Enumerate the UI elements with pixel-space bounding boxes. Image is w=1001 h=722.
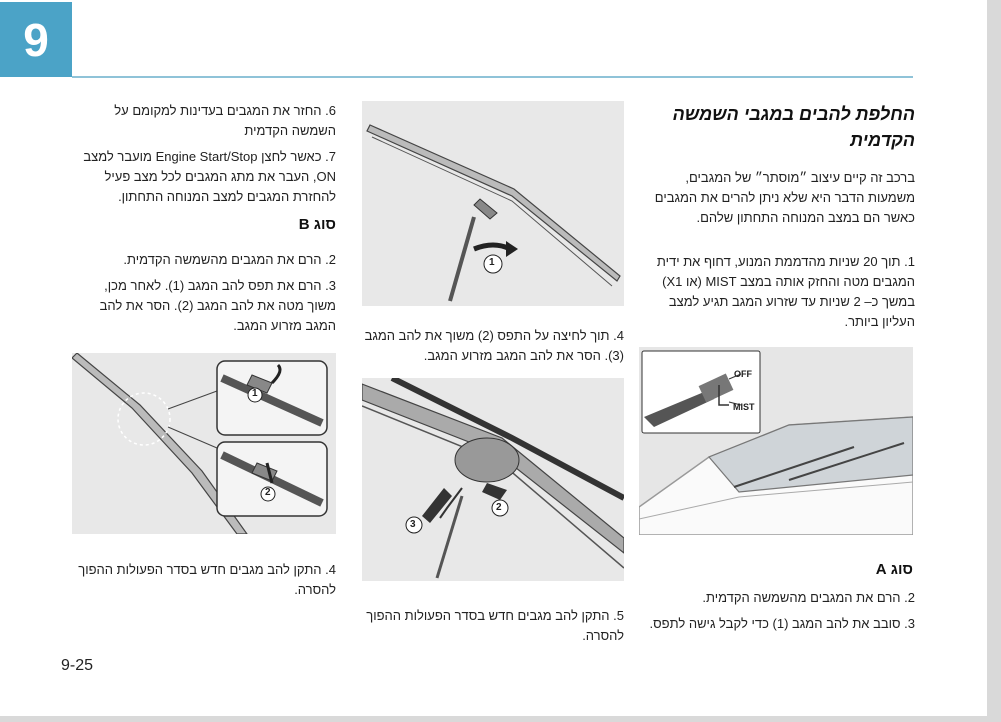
page-number: 9-25 <box>61 657 94 674</box>
intro-paragraph: ברכב זה קיים עיצוב ״מוסתר״ של המגבים, משמעות הדבר היא שלא ניתן להרים את המגבים כאשר הם במצב המנוחה התחתון שלהם. <box>654 170 915 225</box>
chapter-tab: 9 <box>0 2 72 77</box>
intro-text <box>640 168 915 234</box>
type-a-step-7: 7. כאשר לחצן Engine Start/Stop מועבר למצב ON, העבר את מתג המגבים לכל מצב פעיל להחזרת המגבים למצב המנוחה התחתון. <box>83 149 336 204</box>
callout-2: 2 <box>496 502 502 513</box>
type-a-heading: סוג A <box>875 561 913 578</box>
type-b-step-3: 3. הרם את תפס להב המגב (1). לאחר מכן, משוך מטה את להב המגב (2). הסר את להב המגב מזרוע המגב. <box>99 278 336 333</box>
type-a-final-steps <box>72 101 336 213</box>
type-a-step-2: 2. הרם את המגבים מהשמשה הקדמית. <box>702 590 915 605</box>
clip-release-drawing <box>362 378 624 581</box>
type-b-steps <box>72 250 336 342</box>
header-rule <box>72 76 913 78</box>
type-b-step-4 <box>72 560 336 606</box>
type-b-drawing <box>72 353 336 534</box>
wiper-stalk-car-illustration <box>639 347 913 535</box>
blade-rotate-drawing <box>362 101 624 306</box>
wiper-blade-rotate-illustration <box>362 101 624 306</box>
type-a-step-4 <box>362 326 624 372</box>
callout-b2: 2 <box>265 487 271 498</box>
type-a-step-6: 6. החזר את המגבים בעדינות למקומם על השמשה הקדמית <box>114 103 336 138</box>
step-1 <box>640 252 915 338</box>
type-b-step-2: 2. הרם את המגבים מהשמשה הקדמית. <box>123 252 336 267</box>
wiper-clip-release-illustration <box>362 378 624 581</box>
car-windshield-drawing <box>639 347 913 535</box>
type-b-heading: סוג B <box>298 216 336 233</box>
type-a-step-3: 3. סובב את להב המגב (1) כדי לקבל גישה לתפס. <box>649 616 915 631</box>
type-a-step-5-text: 5. התקן להב מגבים חדש בסדר הפעולות ההפוך להסרה. <box>366 608 624 643</box>
stalk-label-off: OFF <box>734 369 752 379</box>
section-title: החלפת להבים במגבי השמשה הקדמית <box>672 104 915 150</box>
stalk-label-mist: MIST <box>733 402 755 412</box>
callout-1: 1 <box>489 257 495 268</box>
callout-b1: 1 <box>252 388 258 399</box>
type-a-steps <box>640 588 915 640</box>
type-b-clip-illustration <box>72 353 336 534</box>
type-b-step-4-text: 4. התקן להב מגבים חדש בסדר הפעולות ההפוך להסרה. <box>78 562 336 597</box>
type-a-step-4-text: 4. תוך לחיצה על התפס (2) משוך את להב המגב (3). הסר את להב המגב מזרוע המגב. <box>364 328 624 363</box>
type-a-step-5 <box>362 606 624 652</box>
step-1-text: 1. תוך 20 שניות מהדממת המנוע, דחוף את ידית המגבים מטה והחזק אותה במצב MIST (או X1) במשך כ– 2 שניות עד שזרוע המגב תגיע למצב העליון ביותר. <box>656 254 915 329</box>
callout-3: 3 <box>410 519 416 530</box>
